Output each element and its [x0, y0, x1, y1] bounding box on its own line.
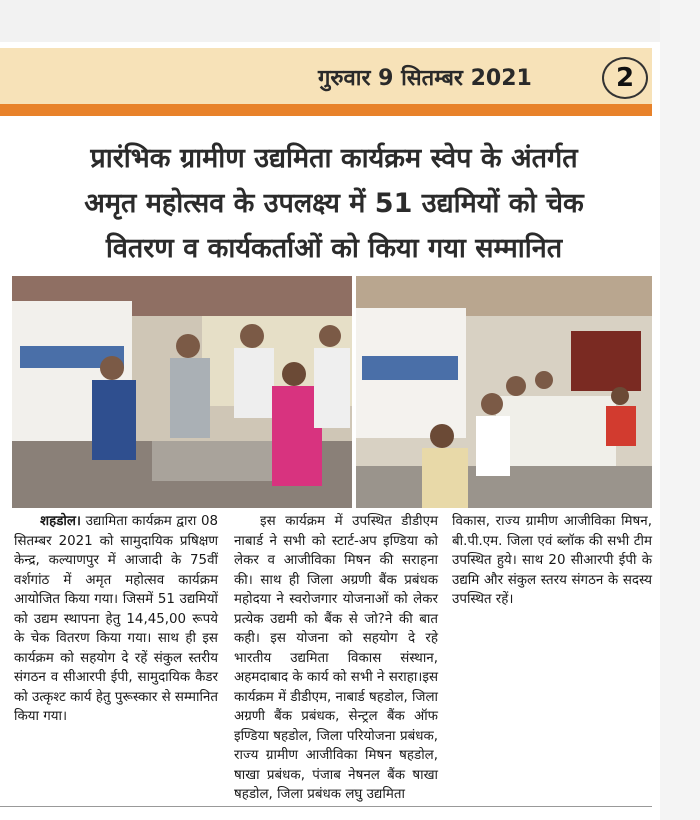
bottom-rule	[0, 806, 652, 807]
article-paragraph: इस कार्यक्रम में उपस्थित डीडीएम नाबार्ड ने सभी को स्टार्ट-अप इण्डिया को लेकर व आजीविका मिषन की सराहना की। साथ ही जिला अग्रणी बैंक प्रबंधक महोदया ने स्वरोजगार योजनाओं को लेकर प्रत्येक उद्यमी को बैंक से जो?ने की बात कही। इस योजना को सहयोग दे रहे भारतीय उद्यमिता विकास संस्थान, अहमदाबाद के कार्य को सभी ने सराहा।इस कार्यक्रम में डीडीएम, नाबार्ड षहडोल, जिला अग्रणी बैंक प्रबंधक, सेन्ट्रल बैंक ऑफ इण्डिया षहडोल, जिला परियोजना प्रबंधक, राज्य ग्रामीण आजीविका मिषन षहडोल, षाखा प्रबंधक, पंजाब नेषनल बैंक षाखा षहडोल, जिला प्रबंधक लघु उद्यमिता	[234, 514, 438, 802]
header-orange-rule	[0, 104, 652, 116]
event-photo-hall-audience	[356, 276, 652, 508]
article-column-1	[14, 512, 218, 727]
browser-frame-right	[660, 0, 700, 820]
headline-line: अमृत महोत्सव के उपलक्ष्य में 51 उद्यमियों को चेक	[84, 188, 584, 219]
article-text: उद्यामिता कार्यक्रम द्वारा 08 सितम्बर 2021 को सामुदायिक प्रषिक्षण केन्द्र, कल्याणपुर में आजादी के 75वीं वर्शगांठ में अमृत महोत्सव कार्यक्रम आयोजित किया गया। जिसमें 51 उद्यमियों को उद्यम स्थापना हेतु 14,45,00 रूपये के चेक वितरण किया गया। साथ ही इस कार्यक्रम को सहयोग दे रहें संकुल स्तरीय संगठन व सीआरपी ईपी, सामुदायिक कैडर को उत्कृश्ट कार्य हेतु पुरूस्कार से सम्मानित किया गया।	[14, 514, 218, 724]
headline-line: प्रारंभिक ग्रामीण उद्यमिता कार्यक्रम स्वेप के अंतर्गत	[90, 143, 578, 174]
photo-illustration	[12, 276, 352, 508]
headline-line: वितरण व कार्यकर्ताओं को किया गया सम्मानित	[105, 233, 563, 264]
page-number-badge: 2	[602, 57, 648, 99]
dateline: शहडोल।	[40, 514, 82, 529]
photo-illustration	[356, 276, 652, 508]
event-photo-cheque-distribution	[12, 276, 352, 508]
article-column-3	[452, 512, 652, 610]
browser-frame-top	[0, 0, 700, 42]
issue-date: गुरुवार 9 सितम्बर 2021	[318, 66, 532, 91]
article-paragraph	[14, 512, 218, 727]
article-column-2	[234, 512, 438, 805]
article-headline	[14, 136, 654, 271]
article-paragraph-continued: विकास, राज्य ग्रामीण आजीविका मिषन, बी.पी.एम. जिला एवं ब्लॉक की सभी टीम उपस्थित हुये। साथ 20 सीआरपी ईपी के उद्यमि और संकुल स्तरय संगठन के सदस्य उपस्थित रहें।	[452, 514, 652, 607]
